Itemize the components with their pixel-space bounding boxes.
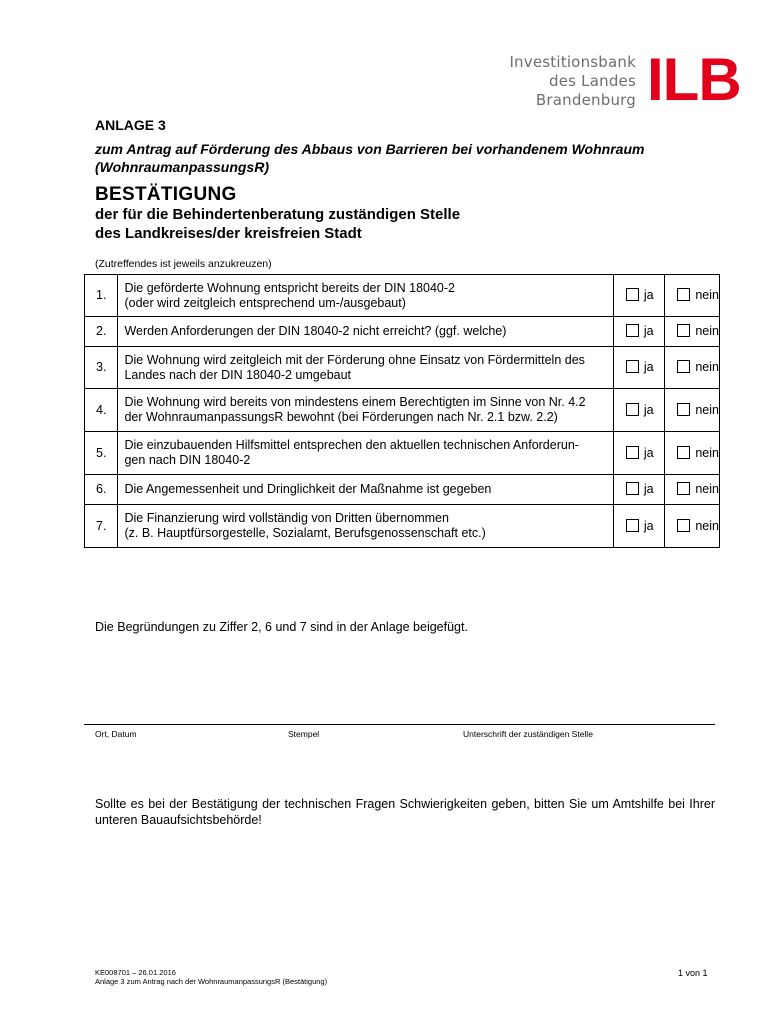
checklist-row	[85, 347, 720, 389]
document-description: Anlage 3 zum Antrag nach der WohnraumanpassungsR (Bestätigung)	[95, 977, 328, 986]
item-statement-line2: Landes nach der DIN 18040-2 umgebaut	[124, 367, 352, 382]
annex-label: ANLAGE 3	[95, 117, 166, 133]
nein-checkbox[interactable]	[677, 446, 690, 459]
document-code: KE008701 – 26.01.2016	[95, 968, 176, 977]
ja-label: ja	[643, 324, 654, 338]
option-nein	[665, 317, 720, 347]
ja-label: ja	[643, 518, 654, 533]
item-statement-line2: gen nach DIN 18040-2	[124, 453, 251, 467]
option-ja	[613, 347, 665, 389]
page-number: 1 von 1	[678, 968, 708, 978]
assistance-note: Sollte es bei der Bestätigung der technischen Fragen Schwierigkeiten geben, bitten Sie um Amtshilfe bei Ihrer unteren Bauaufsichtsbehörde!	[95, 797, 715, 827]
item-statement-line1: Die Wohnung wird bereits von mindestens einem Berechtigten im Sinne von Nr. 4.2	[124, 395, 586, 409]
option-nein	[665, 347, 720, 389]
nein-checkbox[interactable]	[677, 360, 690, 373]
nein-checkbox[interactable]	[677, 324, 690, 337]
item-statement	[118, 432, 613, 475]
ja-checkbox[interactable]	[626, 519, 639, 532]
item-statement-line2: (oder wird zeitgleich entsprechend um-/ausgebaut)	[124, 295, 406, 310]
item-number: 4.	[85, 389, 118, 432]
page-subtitle	[95, 205, 715, 243]
nein-checkbox[interactable]	[677, 288, 690, 301]
ja-checkbox[interactable]	[626, 288, 639, 301]
instruction-hint: (Zutreffendes ist jeweils anzukreuzen)	[95, 258, 272, 270]
nein-label: nein	[695, 445, 719, 460]
annex-subtitle	[95, 140, 715, 176]
ja-label: ja	[643, 288, 654, 302]
nein-checkbox[interactable]	[677, 403, 690, 416]
ja-checkbox[interactable]	[626, 324, 639, 337]
item-statement-line1: Die Wohnung wird zeitgleich mit der Förderung ohne Einsatz von Fördermitteln des	[124, 352, 585, 367]
item-statement	[118, 317, 613, 347]
ja-label: ja	[643, 445, 654, 460]
ilb-logo: ILB	[647, 46, 741, 113]
page-subtitle-line1: der für die Behindertenberatung zuständigen Stelle	[95, 206, 461, 223]
checklist-row	[85, 317, 720, 347]
option-ja	[613, 317, 665, 347]
item-number: 3.	[85, 347, 118, 389]
ja-checkbox[interactable]	[626, 403, 639, 416]
item-statement-line1: Die geförderte Wohnung entspricht bereits der DIN 18040-2	[124, 280, 455, 295]
item-statement-line1: Die Angemessenheit und Dringlichkeit der Maßnahme ist gegeben	[124, 482, 492, 496]
signature-label: Unterschrift der zuständigen Stelle	[463, 729, 593, 739]
option-nein	[665, 475, 720, 505]
nein-checkbox[interactable]	[677, 482, 690, 495]
bank-name-line1: Investitionsbank	[509, 53, 636, 71]
item-statement	[118, 475, 613, 505]
checklist-row	[85, 432, 720, 475]
option-ja	[613, 505, 665, 548]
item-number: 2.	[85, 317, 118, 347]
nein-label: nein	[695, 360, 719, 374]
checklist-row	[85, 275, 720, 317]
document-footer	[95, 968, 327, 986]
option-ja	[613, 389, 665, 432]
checklist-row	[85, 505, 720, 548]
justification-note: Die Begründungen zu Ziffer 2, 6 und 7 sind in der Anlage beigefügt.	[95, 620, 468, 634]
item-statement	[118, 505, 613, 548]
ja-checkbox[interactable]	[626, 446, 639, 459]
item-statement-line1: Die Finanzierung wird vollständig von Dritten übernommen	[124, 511, 449, 525]
nein-label: nein	[695, 482, 719, 496]
ja-label: ja	[643, 360, 654, 374]
ja-label: ja	[643, 482, 654, 496]
ja-label: ja	[643, 402, 654, 417]
item-number: 1.	[85, 275, 118, 317]
place-date-label: Ort, Datum	[95, 729, 137, 739]
item-statement-line1: Werden Anforderungen der DIN 18040-2 nicht erreicht? (ggf. welche)	[124, 324, 507, 338]
annex-subtitle-line1: zum Antrag auf Förderung des Abbaus von Barrieren bei vorhandenem Wohnraum	[95, 141, 645, 157]
nein-label: nein	[695, 288, 719, 302]
option-nein	[665, 275, 720, 317]
nein-label: nein	[695, 324, 719, 338]
annex-subtitle-line2: (WohnraumanpassungsR)	[95, 159, 269, 175]
item-statement	[118, 389, 613, 432]
option-nein	[665, 432, 720, 475]
nein-label: nein	[695, 402, 719, 417]
stamp-label: Stempel	[288, 729, 320, 739]
page-subtitle-line2: des Landkreises/der kreisfreien Stadt	[95, 225, 362, 242]
option-nein	[665, 505, 720, 548]
item-statement	[118, 347, 613, 389]
checklist-row	[85, 475, 720, 505]
bank-name-line3: Brandenburg	[535, 91, 636, 109]
page-title: BESTÄTIGUNG	[95, 184, 237, 205]
option-ja	[613, 432, 665, 475]
item-statement	[118, 275, 613, 317]
signature-line	[84, 724, 715, 725]
checklist-row	[85, 389, 720, 432]
confirmation-checklist	[84, 274, 720, 548]
ja-checkbox[interactable]	[626, 360, 639, 373]
nein-label: nein	[695, 518, 719, 533]
option-nein	[665, 389, 720, 432]
ja-checkbox[interactable]	[626, 482, 639, 495]
bank-name-line2: des Landes	[549, 72, 636, 90]
option-ja	[613, 275, 665, 317]
item-number: 5.	[85, 432, 118, 475]
item-statement-line2: der WohnraumanpassungsR bewohnt (bei Förderungen nach Nr. 2.1 bzw. 2.2)	[124, 410, 558, 424]
item-number: 7.	[85, 505, 118, 548]
option-ja	[613, 475, 665, 505]
item-statement-line2: (z. B. Hauptfürsorgestelle, Sozialamt, Berufsgenossenschaft etc.)	[124, 526, 486, 540]
nein-checkbox[interactable]	[677, 519, 690, 532]
bank-name	[509, 53, 636, 110]
item-number: 6.	[85, 475, 118, 505]
item-statement-line1: Die einzubauenden Hilfsmittel entsprechen den aktuellen technischen Anforderun-	[124, 438, 579, 452]
